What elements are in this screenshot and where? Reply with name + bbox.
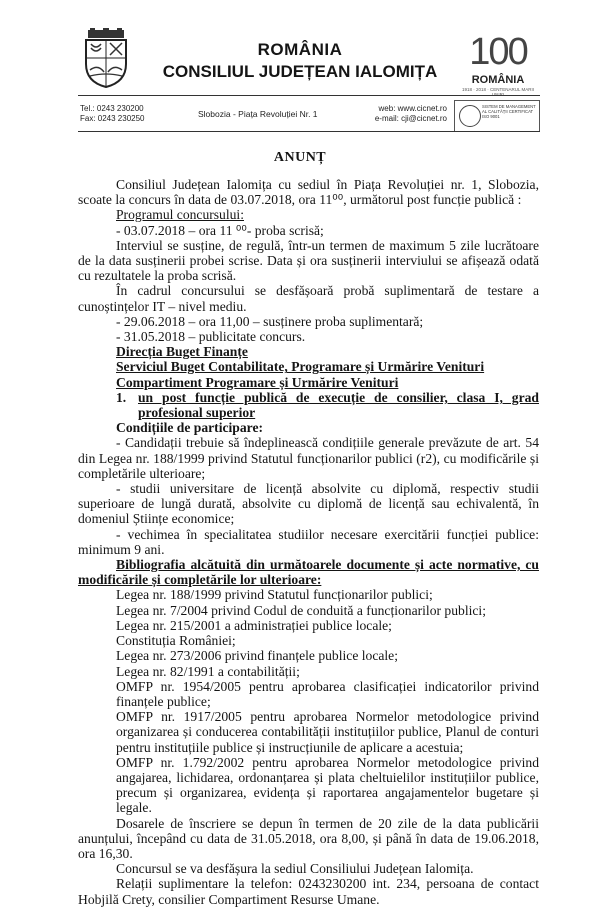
- website: web: www.cicnet.ro: [378, 104, 447, 113]
- condition-general: - Candidații trebuie să îndeplinească condițiile generale prevăzute de art. 54 din Legea nr. 188/1999 privind Statutul funcționarilor publici (r2), cu modificările și completările ulterioare;: [78, 435, 539, 481]
- header-bottom-divider: [78, 131, 540, 132]
- bibliography-heading: Bibliografia alcătuită din următoarele documente și acte normative, cu modificările și completările lor ulterioare:: [78, 557, 539, 588]
- certification-text: SISTEM DE MANAGEMENT AL CALITĂȚII CERTIFICAT ISO 9001: [482, 104, 536, 119]
- bibliography-item: Constituția României;: [116, 633, 236, 649]
- centenary-logo: [458, 30, 538, 97]
- bibliography-item: Legea nr. 188/1999 privind Statutul funcționarilor publici;: [116, 587, 433, 603]
- fax-number: Fax: 0243 230250: [80, 114, 145, 123]
- bibliography-item: Legea nr. 273/2006 privind finanțele publice locale;: [116, 648, 398, 664]
- contact-info: Relații suplimentare la telefon: 0243230200 int. 234, persoana de contact Hobjilă Crety, consilier Compartiment Resurse Umane.: [78, 876, 539, 907]
- bibliography-omfp-1917: OMFP nr. 1917/2005 pentru aprobarea Normelor metodologice privind organizarea și conducerea contabilității instituțiilor publice, Planul de conturi pentru instituțiile publice și instrucțiunile de aplicare a acestuia;: [116, 709, 539, 755]
- email: e-mail: cji@cicnet.ro: [374, 114, 447, 123]
- condition-seniority: - vechimea în specialitatea studiilor necesare exercitării funcției publice: minimum 9 ani.: [78, 526, 539, 557]
- phone-number: Tel.: 0243 230200: [80, 104, 144, 113]
- intro-paragraph: Consiliul Județean Ialomița cu sediul în Piața Revoluției nr. 1, Slobozia, scoate la concurs în data de 03.07.2018, ora 11⁰⁰, următorul post funcție publică :: [78, 177, 539, 208]
- phone-fax-block: [80, 104, 145, 124]
- application-deadline: Dosarele de înscriere se depun în termen de 20 zile de la data publicării anunțului, începând cu data de 31.05.2018, ora 8,00, și până în data de 19.06.2018, ora 16,30.: [78, 815, 539, 861]
- certification-badge: [454, 100, 540, 132]
- document-title: ANUNȚ: [273, 150, 327, 165]
- bibliography-omfp-1954: OMFP nr. 1954/2005 pentru aprobarea clasificației indicatorilor privind finanțele publice;: [116, 678, 539, 709]
- post-description: un post funcție publică de execuție de consilier, clasa I, grad profesional superior: [138, 389, 539, 421]
- country-name: ROMÂNIA: [257, 40, 343, 59]
- program-heading: Programul concursului:: [116, 207, 244, 223]
- condition-studies: - studii universitare de licență absolvite cu diplomă, respectiv studii superioare de lungă durată, absolvite cu diplomă de licență sau echivalentă, în domeniul Științe economice;: [78, 481, 539, 527]
- centenary-number: 100: [469, 31, 527, 73]
- program-extra-test: - 29.06.2018 – ora 11,00 – susținere proba suplimentară;: [116, 313, 424, 329]
- certification-seal-icon: [459, 105, 481, 127]
- centenary-subtitle: 1918 · 2018 · CENTENARUL MARII UNIRI: [461, 87, 535, 97]
- bibliography-item: Legea nr. 7/2004 privind Codul de conduită a funcționarilor publici;: [116, 602, 486, 618]
- service-name: Serviciul Buget Contabilitate, Programare și Urmărire Venituri: [116, 359, 485, 375]
- bibliography-list: [78, 587, 539, 678]
- bibliography-omfp-1792: OMFP nr. 1.792/2002 pentru aprobarea Normelor metodologice privind angajarea, lichidarea, ordonanțarea și plata cheltuielilor instituțiilor publice, precum și organizarea, evidența și raportarea angajamentelor bugetare și legale.: [116, 754, 539, 816]
- directorate: Direcția Buget Finanțe: [116, 344, 248, 360]
- letterhead: [0, 0, 600, 140]
- web-email-block: [365, 104, 447, 124]
- bibliography-item: Legea nr. 215/2001 a administrației publice locale;: [116, 617, 392, 633]
- conditions-heading: Condițiile de participare:: [116, 420, 264, 436]
- address: Slobozia - Piața Revoluției Nr. 1: [198, 109, 318, 119]
- program-written-test: - 03.07.2018 – ora 11 ⁰⁰- proba scrisă;: [116, 222, 324, 238]
- program-publicity: - 31.05.2018 – publicitate concurs.: [116, 329, 306, 345]
- county-coat-of-arms-icon: [82, 28, 130, 88]
- compartment-name: Compartiment Programare și Urmărire Venituri: [116, 374, 399, 390]
- contest-location: Concursul se va desfășura la sediul Consiliului Județean Ialomița.: [116, 861, 474, 877]
- interview-paragraph: Interviul se susține, de regulă, într-un termen de maximum 5 zile lucrătoare de la data susținerii probei scrise. Data și ora susținerii interviului se afișează odată cu rezultatele la proba scrisă.: [78, 237, 539, 284]
- institution-name: CONSILIUL JUDEȚEAN IALOMIȚA: [162, 62, 438, 81]
- it-test-paragraph: În cadrul concursului se desfășoară probă suplimentară de testare a cunoștințelor IT – nivel mediu.: [78, 283, 539, 314]
- header-divider: [78, 95, 540, 96]
- post-number: 1.: [116, 389, 127, 405]
- bibliography-item: Legea nr. 82/1991 a contabilității;: [116, 663, 300, 679]
- centenary-word: ROMÂNIA: [471, 74, 525, 86]
- post-item: [78, 390, 539, 420]
- announcement-body: [78, 177, 539, 907]
